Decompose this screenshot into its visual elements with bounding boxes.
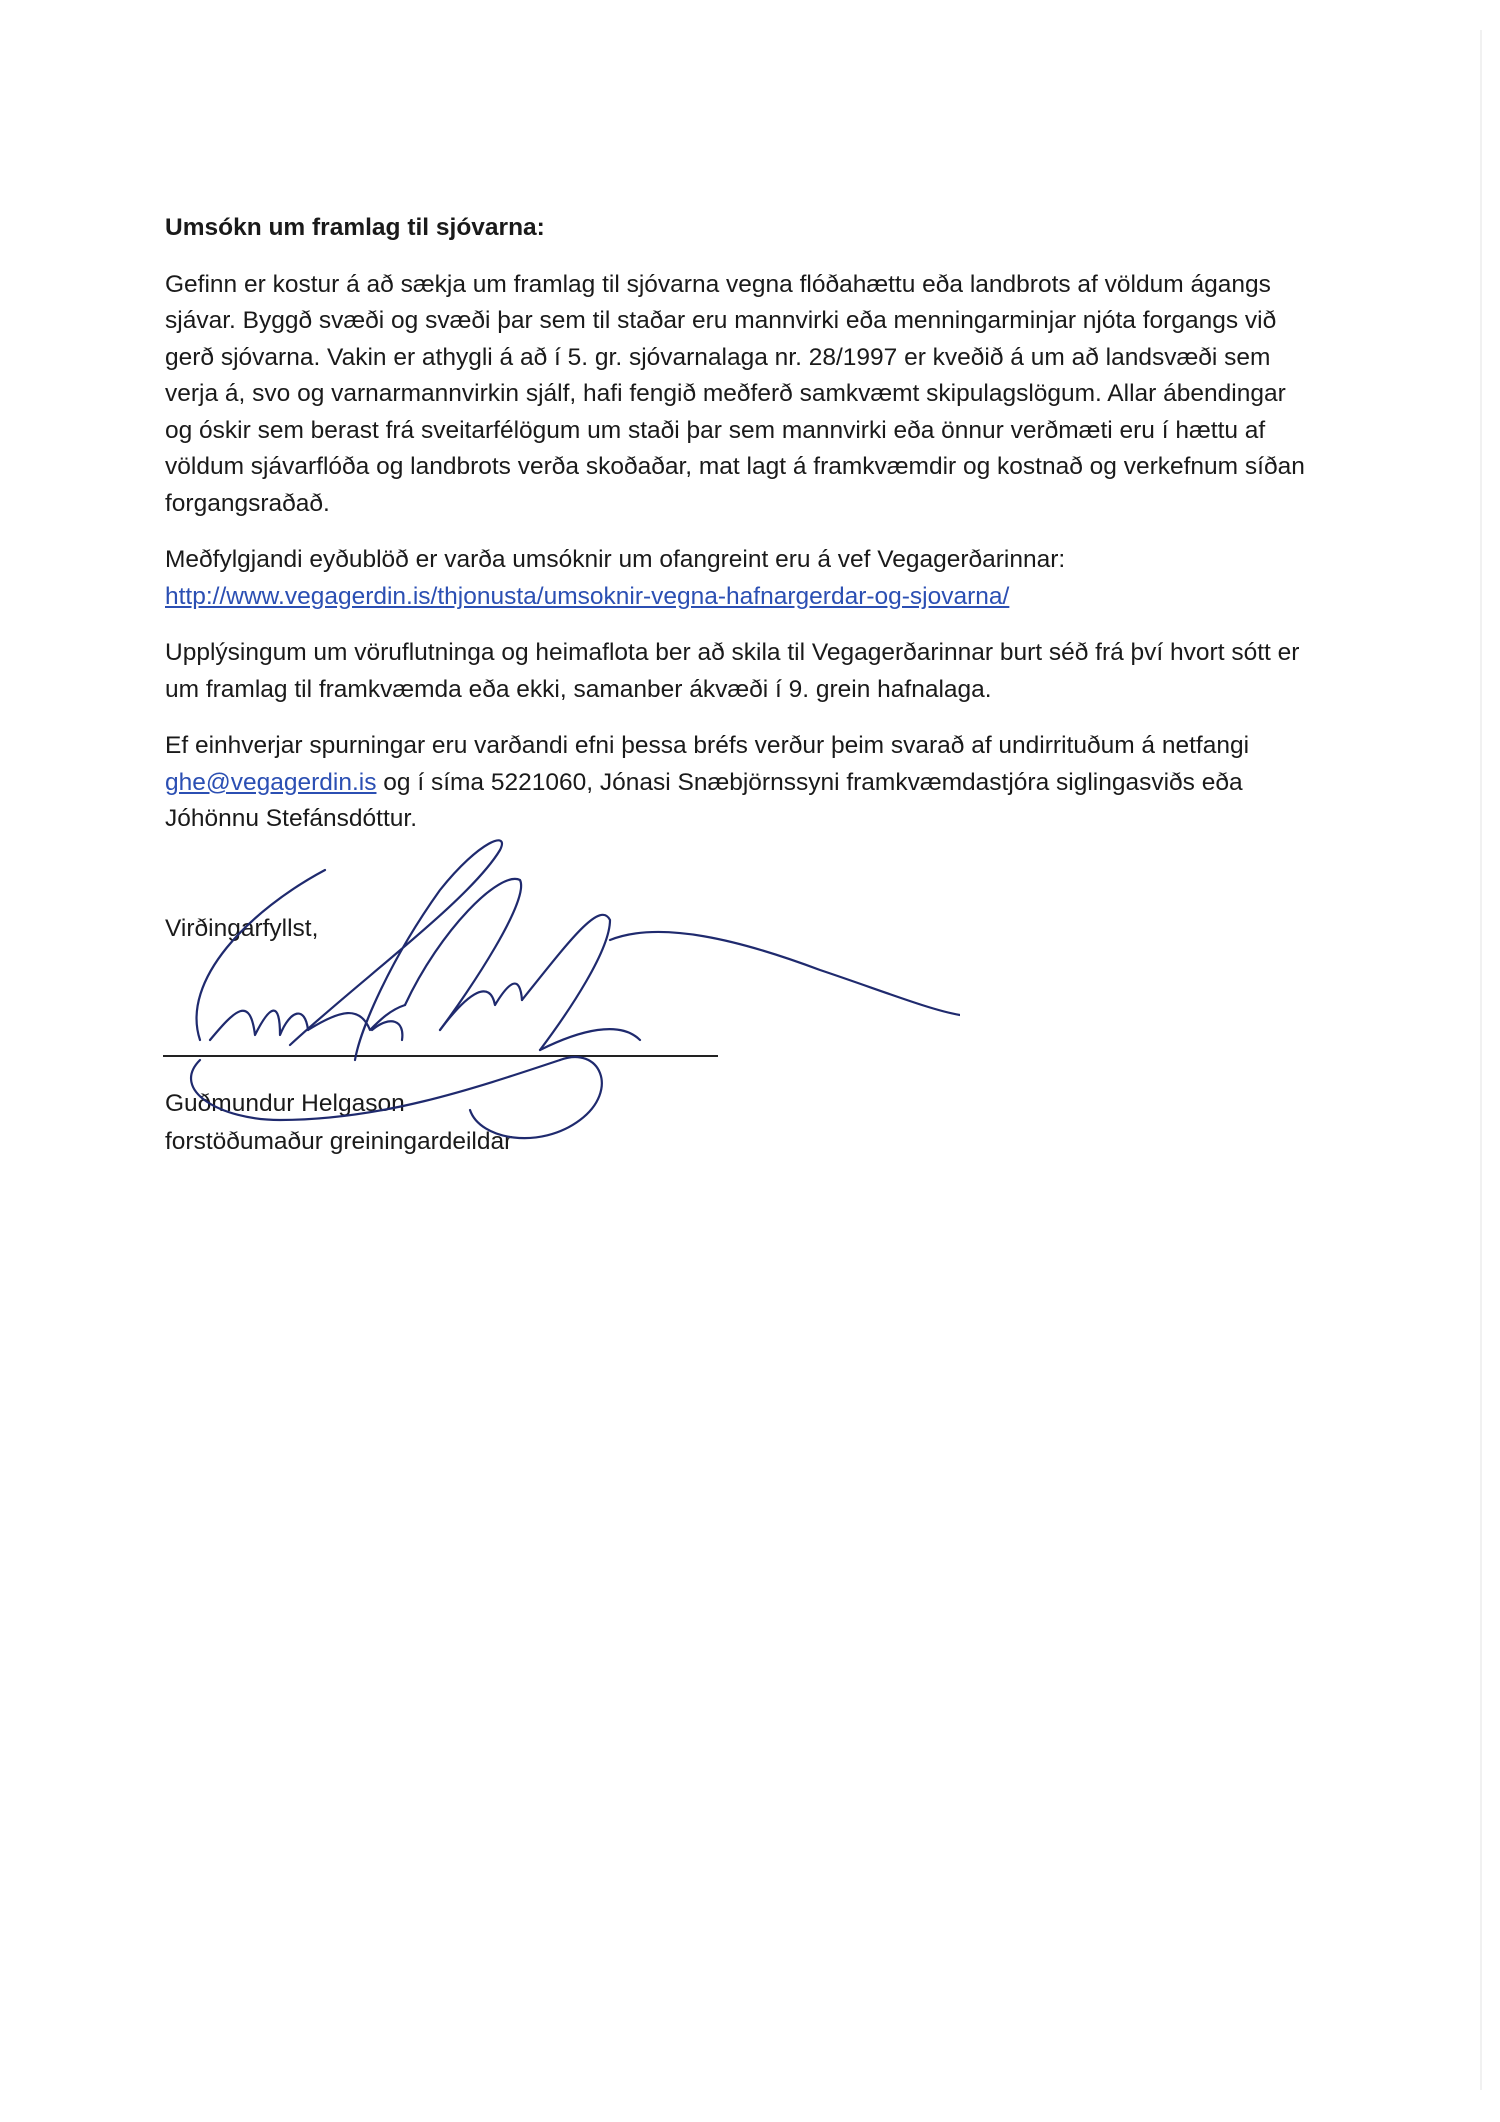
paragraph-eydublod-text: Meðfylgjandi eyðublöð er varða umsóknir um ofangreint eru á vef Vegagerðarinnar: <box>165 546 1066 573</box>
scan-edge-shadow <box>1480 30 1482 2090</box>
letter-heading: Umsókn um framlag til sjóvarna: <box>165 214 545 241</box>
salutation: Virðingarfyllst, <box>165 915 319 942</box>
paragraph-spurningar-intro: Ef einhverjar spurningar eru varðandi efni þessa bréfs verður þeim svarað af undirrituðum á netfangi <box>165 732 1250 759</box>
paragraph-spurningar-rest: og í síma 5221060, Jónasi Snæbjörnssyni framkvæmdastjóra siglingasviðs eða Jóhönnu Stefánsdóttur. <box>165 768 1243 832</box>
signatory-title: forstöðumaður greiningardeildar <box>165 1128 513 1155</box>
paragraph-eydublod <box>165 542 1315 615</box>
vegagerdin-link[interactable]: http://www.vegagerdin.is/thjonusta/umsoknir-vegna-hafnargerdar-og-sjovarna/ <box>165 582 1010 610</box>
paragraph-spurningar <box>165 728 1315 838</box>
email-link[interactable]: ghe@vegagerdin.is <box>165 768 377 796</box>
letter-body <box>165 210 1315 858</box>
signatory-name: Guðmundur Helgason <box>165 1090 405 1117</box>
paragraph-voruflutningar: Upplýsingum um vöruflutninga og heimaflota ber að skila til Vegagerðarinnar burt séð frá því hvort sótt er um framlag til framkvæmda eða ekki, samanber ákvæði í 9. grein hafnalaga. <box>165 639 1300 703</box>
handwritten-signature <box>140 830 960 1160</box>
paragraph-sjovarnir: Gefinn er kostur á að sækja um framlag til sjóvarna vegna flóðahættu eða landbrots af völdum ágangs sjávar. Byggð svæði og svæði þar sem til staðar eru mannvirki eða menningarminjar njóta forgangs við gerð sjóvarna. Vakin er athygli á að í 5. gr. sjóvarnalaga nr. 28/1997 er kveðið á um að landsvæði sem verja á, svo og varnarmannvirkin sjálf, hafi fengið meðferð samkvæmt skipulagslögum. Allar ábendingar og óskir sem berast frá sveitarfélögum um staði þar sem mannvirki eða önnur verðmæti eru í hættu af völdum sjávarflóða og landbrots verða skoðaðar, mat lagt á framkvæmdir og kostnað og verkefnum síðan forgangsraðað. <box>165 270 1305 517</box>
